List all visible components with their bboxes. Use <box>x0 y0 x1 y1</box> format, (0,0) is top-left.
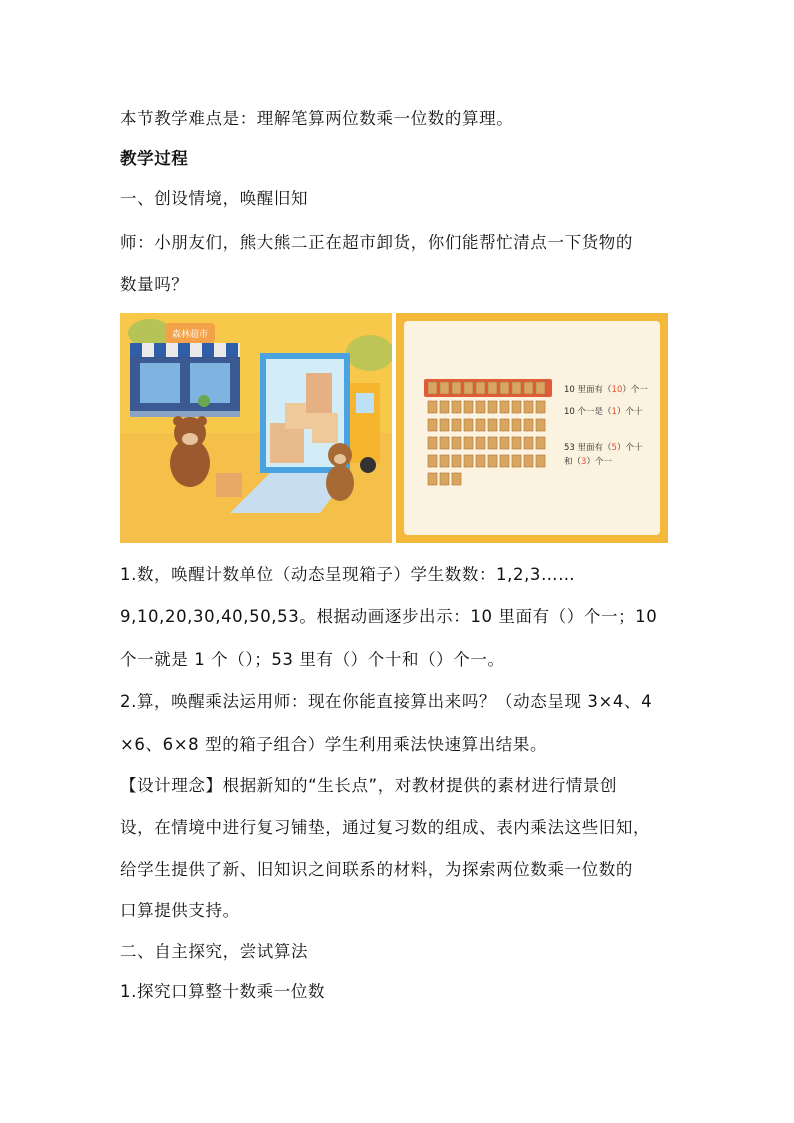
caption3-value: 5 <box>611 443 617 453</box>
caption-ones-make-ten <box>564 405 642 417</box>
item1-line-1: 1.数，唤醒计数单位（动态呈现箱子）学生数数：1,2,3…… <box>120 565 576 584</box>
supermarket-scene-art <box>120 313 392 543</box>
caption1-pre: 10 里面有（ <box>564 385 612 395</box>
counting-panel <box>396 313 668 543</box>
difficulty-text: 本节教学难点是：理解笔算两位数乘一位数的算理。 <box>120 109 514 128</box>
box-grid <box>404 321 660 535</box>
section1-heading: 一、创设情境，唤醒旧知 <box>120 189 309 208</box>
store-sign: 森林超市 <box>171 330 209 340</box>
item2-line-1: 2.算，唤醒乘法运用师：现在你能直接算出来吗？（动态呈现 3×4、4 <box>120 692 653 711</box>
counting-board <box>404 321 660 535</box>
caption2-pre: 10 个一是（ <box>564 407 612 417</box>
caption1-post: ）个一 <box>622 385 648 395</box>
section2-heading: 二、自主探究，尝试算法 <box>120 942 309 961</box>
design-line-1: 【设计理念】根据新知的“生长点”，对教材提供的素材进行情景创 <box>120 776 618 795</box>
caption2-post: ）个十 <box>616 407 643 417</box>
item1-line-2: 9,10,20,30,40,50,53。根据动画逐步出示：10 里面有（）个一；10 <box>120 607 658 626</box>
item1-line-3: 个一就是 1 个（）；53 里有（）个十和（）个一。 <box>120 650 505 669</box>
supermarket-scene <box>120 313 392 543</box>
sub-heading-1: 1.探究口算整十数乘一位数 <box>120 982 326 1001</box>
caption1-value: 10 <box>611 385 623 395</box>
design-line-2: 设，在情境中进行复习铺垫，通过复习数的组成、表内乘法这些旧知， <box>120 818 651 837</box>
caption4-pre: 和（ <box>564 457 582 467</box>
teacher-line-2: 数量吗？ <box>120 275 189 294</box>
caption4-value: 3 <box>581 457 587 467</box>
caption-fifty-three-tens <box>564 441 642 453</box>
design-line-4: 口算提供支持。 <box>120 901 240 920</box>
caption-tens-in-ten <box>564 383 648 395</box>
caption3-pre: 53 里面有（ <box>564 443 612 453</box>
lesson-illustration <box>120 313 668 543</box>
design-line-3: 给学生提供了新、旧知识之间联系的材料，为探索两位数乘一位数的 <box>120 860 633 879</box>
caption4-post: ）个一 <box>586 457 612 467</box>
item2-line-2: ×6、6×8 型的箱子组合）学生利用乘法快速算出结果。 <box>120 735 548 754</box>
caption2-value: 1 <box>611 407 617 417</box>
teacher-line-1: 师：小朋友们，熊大熊二正在超市卸货，你们能帮忙清点一下货物的 <box>120 233 633 252</box>
caption3-post: ）个十 <box>616 443 643 453</box>
caption-fifty-three-ones <box>564 455 612 467</box>
process-heading: 教学过程 <box>120 149 189 168</box>
